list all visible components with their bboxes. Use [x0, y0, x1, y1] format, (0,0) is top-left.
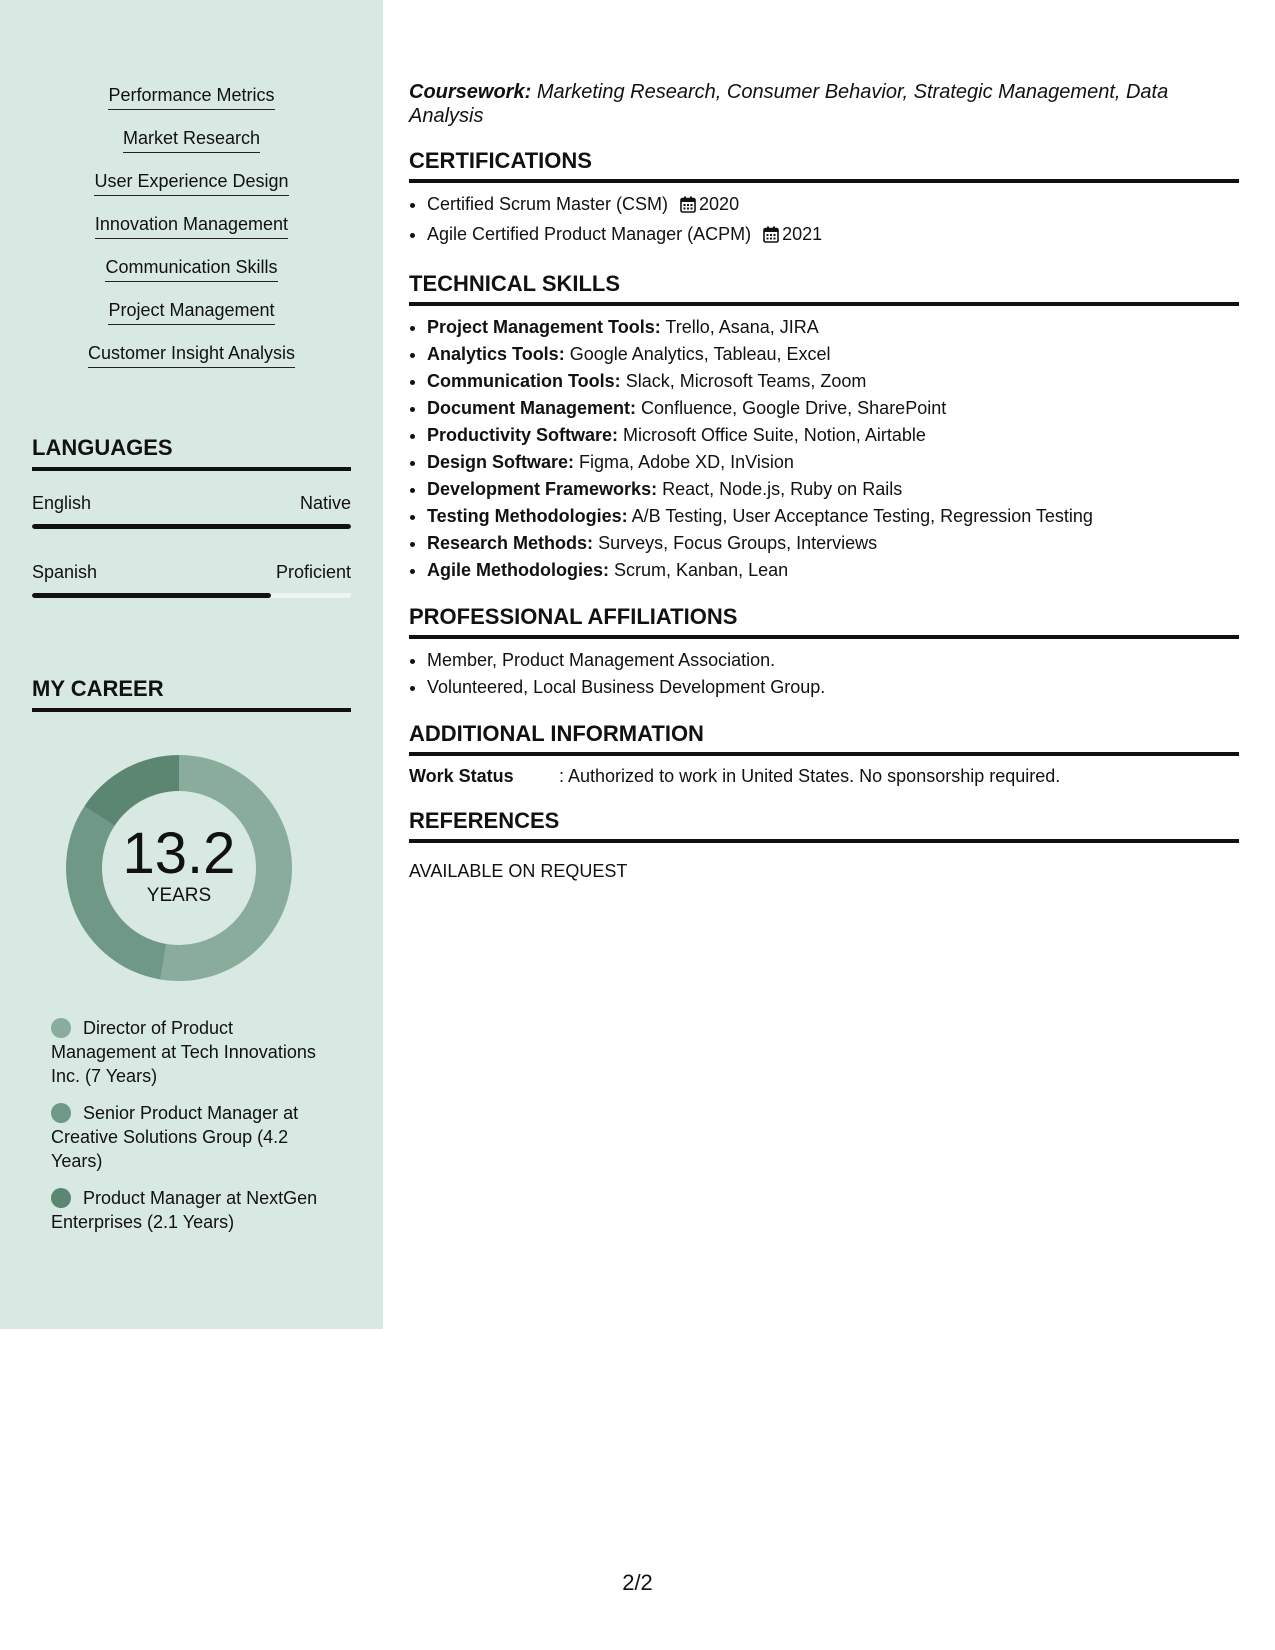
language-bar-english	[32, 524, 351, 529]
affiliations-heading: PROFESSIONAL AFFILIATIONS	[409, 604, 1239, 639]
language-row-spanish	[32, 562, 351, 583]
skill-item: Innovation Management	[95, 213, 288, 239]
technical-skill-item	[427, 557, 1239, 584]
skill-value: A/B Testing, User Acceptance Testing, Regression Testing	[631, 506, 1093, 526]
skill-label: Agile Methodologies:	[427, 560, 609, 580]
language-bar-spanish	[32, 593, 351, 598]
calendar-icon	[763, 224, 779, 251]
skill-value: Figma, Adobe XD, InVision	[579, 452, 794, 472]
certification-year: 2021	[782, 224, 823, 244]
technical-skill-item	[427, 476, 1239, 503]
skill-item: Project Management	[108, 299, 274, 325]
language-bar-fill	[32, 593, 271, 598]
skill-label: Communication Tools:	[427, 371, 621, 391]
career-item-text: Product Manager at NextGen Enterprises (2.1 Years)	[51, 1188, 318, 1232]
career-total-unit: YEARS	[146, 885, 212, 906]
technical-skill-item	[427, 530, 1239, 557]
skill-label: Project Management Tools:	[427, 317, 661, 337]
affiliation-item: • Member, Product Management Association.	[427, 647, 1239, 674]
skill-label: Productivity Software:	[427, 425, 619, 445]
technical-skill-item	[427, 449, 1239, 476]
language-bar-fill	[32, 524, 351, 529]
skill-label: Testing Methodologies:	[427, 506, 628, 526]
skill-value: Confluence, Google Drive, SharePoint	[641, 398, 947, 418]
career-total-years: 13.2	[122, 821, 236, 886]
skill-item: Customer Insight Analysis	[88, 342, 295, 368]
certification-year: 2020	[699, 194, 740, 214]
technical-skills-heading: TECHNICAL SKILLS	[409, 271, 1239, 306]
skill-label: Analytics Tools:	[427, 344, 565, 364]
career-heading: MY CAREER	[32, 676, 351, 712]
skill-label: Document Management:	[427, 398, 637, 418]
affiliation-item: • Volunteered, Local Business Development Group.	[427, 674, 1239, 701]
career-item	[51, 1186, 321, 1234]
legend-dot	[51, 1103, 71, 1123]
coursework-text: Marketing Research, Consumer Behavior, Strategic Management, Data Analysis	[409, 81, 1169, 127]
legend-dot	[51, 1018, 71, 1038]
skill-value: Scrum, Kanban, Lean	[614, 560, 789, 580]
work-status-row	[409, 764, 1239, 788]
certifications-heading: CERTIFICATIONS	[409, 148, 1239, 183]
calendar-icon	[680, 194, 696, 221]
certification-name: Certified Scrum Master (CSM)	[427, 194, 669, 214]
career-item-text: Senior Product Manager at Creative Solutions Group (4.2 Years)	[51, 1103, 299, 1171]
languages-heading: LANGUAGES	[32, 435, 351, 471]
skill-value: Google Analytics, Tableau, Excel	[569, 344, 831, 364]
technical-skills-list	[409, 314, 1239, 584]
technical-skill-item	[427, 503, 1239, 530]
career-item	[51, 1016, 321, 1088]
technical-skill-item	[427, 368, 1239, 395]
skill-item: User Experience Design	[94, 170, 288, 196]
technical-skill-item	[427, 314, 1239, 341]
skill-value: React, Node.js, Ruby on Rails	[662, 479, 903, 499]
certification-item	[427, 191, 1239, 221]
coursework	[409, 80, 1239, 128]
language-row-english	[32, 493, 351, 514]
skill-value: Slack, Microsoft Teams, Zoom	[625, 371, 867, 391]
certification-name: Agile Certified Product Manager (ACPM)	[427, 224, 752, 244]
skill-value: Microsoft Office Suite, Notion, Airtable	[623, 425, 926, 445]
references-heading: REFERENCES	[409, 808, 1239, 843]
career-legend	[51, 1016, 321, 1247]
legend-dot	[51, 1188, 71, 1208]
skill-item: Performance Metrics	[108, 84, 274, 110]
skills-list	[0, 84, 383, 385]
certification-item	[427, 221, 1239, 251]
language-name: Spanish	[32, 562, 98, 582]
language-level: Proficient	[275, 562, 351, 582]
technical-skill-item	[427, 395, 1239, 422]
career-item	[51, 1101, 321, 1173]
skill-label: Development Frameworks:	[427, 479, 658, 499]
career-item-text: Director of Product Management at Tech Innovations Inc. (7 Years)	[51, 1018, 316, 1086]
certifications-list	[409, 191, 1239, 251]
skill-label: Research Methods:	[427, 533, 594, 553]
sidebar	[0, 0, 383, 1329]
coursework-label: Coursework:	[409, 81, 532, 103]
language-level: Native	[299, 493, 351, 513]
page-number: 2/2	[622, 1570, 653, 1595]
affiliations-list	[409, 647, 1239, 701]
additional-info-heading: ADDITIONAL INFORMATION	[409, 721, 1239, 756]
skill-item: Communication Skills	[105, 256, 277, 282]
skill-label: Design Software:	[427, 452, 575, 472]
language-name: English	[32, 493, 92, 513]
skill-value: Surveys, Focus Groups, Interviews	[598, 533, 878, 553]
skill-value: Trello, Asana, JIRA	[665, 317, 819, 337]
technical-skill-item	[427, 422, 1239, 449]
references-text: AVAILABLE ON REQUEST	[409, 861, 628, 881]
work-status-value: : Authorized to work in United States. No sponsorship required.	[559, 766, 1061, 786]
main-content	[409, 80, 1239, 883]
technical-skill-item	[427, 341, 1239, 368]
skill-item: Market Research	[123, 127, 260, 153]
work-status-label: Work Status	[409, 766, 514, 786]
donut-center	[65, 754, 293, 982]
career-donut-chart	[65, 754, 293, 982]
